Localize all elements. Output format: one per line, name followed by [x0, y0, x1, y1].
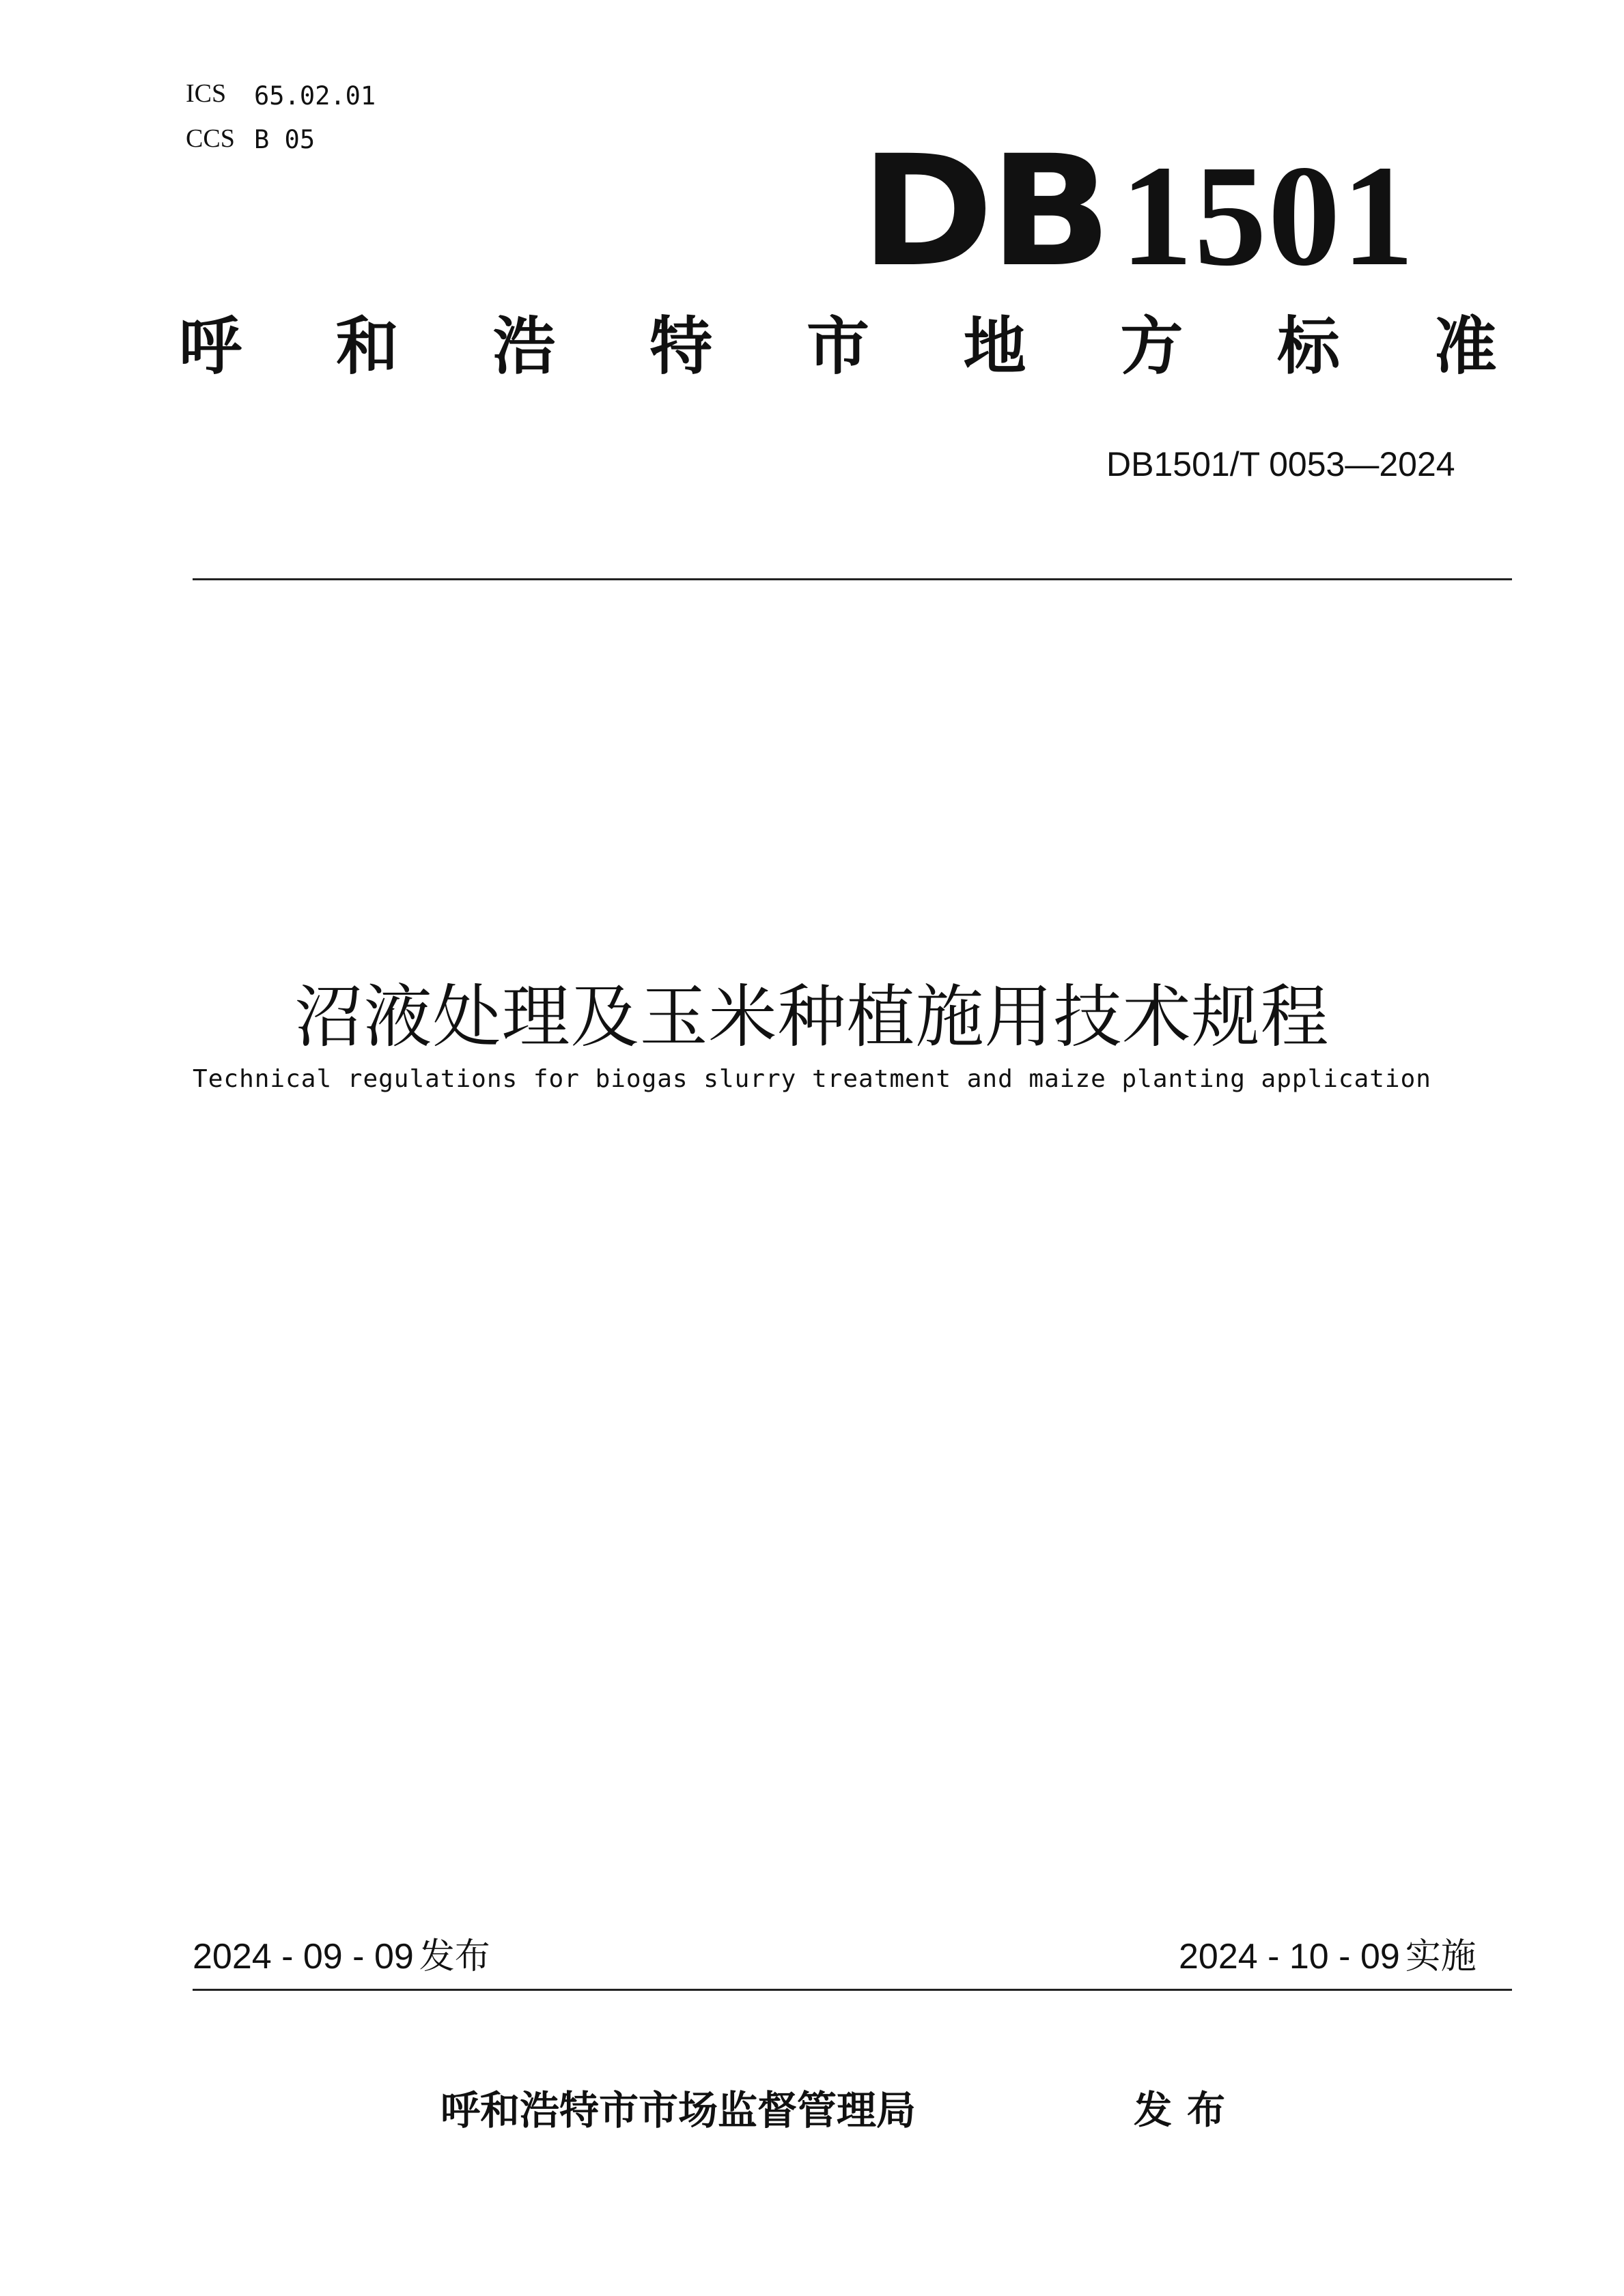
ics-label: ICS — [186, 79, 227, 108]
bottom-divider — [193, 1989, 1512, 1991]
standard-type-char: 市 — [806, 310, 869, 383]
top-divider — [193, 578, 1512, 580]
implement-label: 实施 — [1405, 1936, 1476, 1977]
standard-type — [179, 310, 1497, 383]
implement-date-line — [1179, 1936, 1476, 1977]
db-mark-letters: DB — [860, 122, 1108, 300]
standard-type-char: 方 — [1120, 310, 1184, 383]
standard-type-char: 浩 — [492, 310, 556, 383]
standard-type-char: 和 — [335, 310, 399, 383]
db-mark-number: 1501 — [1120, 135, 1416, 296]
ccs-label: CCS — [186, 124, 235, 153]
standard-type-char: 地 — [963, 310, 1026, 383]
title-english: Technical regulations for biogas slurry treatment and maize planting application — [193, 1065, 1431, 1093]
issuer-action: 发布 — [1134, 2088, 1240, 2133]
publish-label: 发布 — [419, 1936, 490, 1977]
publish-date-line — [193, 1936, 490, 1977]
standard-type-char: 特 — [649, 310, 713, 383]
ics-value: 65.02.01 — [254, 81, 376, 111]
standard-code: DB1501/T 0053—2024 — [1106, 445, 1455, 483]
issuer-name: 呼和浩特市市场监督管理局 — [440, 2087, 916, 2134]
standard-type-char: 标 — [1277, 310, 1341, 383]
standard-type-char: 呼 — [179, 310, 242, 383]
ccs-value: B 05 — [254, 125, 316, 154]
title-chinese: 沼液处理及玉米种植施用技术规程 — [294, 977, 1330, 1057]
publish-date: 2024 - 09 - 09 — [193, 1937, 414, 1976]
standard-type-char: 准 — [1433, 310, 1497, 383]
implement-date: 2024 - 10 - 09 — [1179, 1937, 1400, 1976]
db-mark — [860, 122, 1416, 300]
